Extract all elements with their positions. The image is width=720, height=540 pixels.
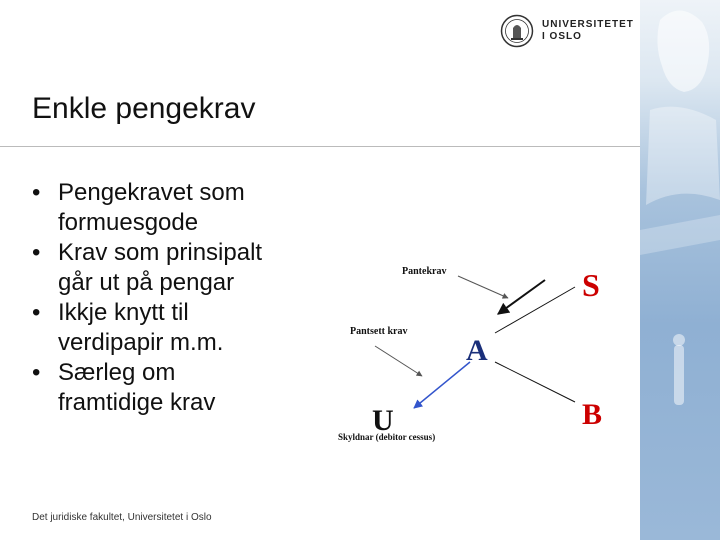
bullet-3-line-1: Ikkje knytt til bbox=[58, 299, 189, 326]
node-a: A bbox=[466, 334, 488, 367]
university-logo bbox=[500, 14, 634, 48]
university-seal-icon bbox=[500, 14, 534, 48]
bullet-1-line-2: formuesgode bbox=[58, 209, 199, 236]
bullet-2-line-2: går ut på pengar bbox=[58, 269, 235, 296]
bullet-4-line-2: framtidige krav bbox=[58, 389, 216, 416]
decorative-side-band bbox=[640, 0, 720, 540]
a-to-u-arrow bbox=[414, 362, 470, 408]
bullet-1-line-1: Pengekravet som bbox=[58, 179, 245, 206]
pantekrav-pointer-arrow bbox=[458, 276, 508, 298]
pantsett-pointer-arrow bbox=[375, 346, 422, 376]
logo-line-1: UNIVERSITETET bbox=[542, 19, 634, 30]
slide-title: Enkle pengekrav bbox=[32, 92, 256, 125]
bullet-2-line-1: Krav som prinsipalt bbox=[58, 239, 263, 266]
node-s: S bbox=[582, 267, 600, 303]
statue-decoration bbox=[640, 0, 720, 540]
bullet-item: • Pengekravet som formuesgode bbox=[32, 179, 245, 236]
label-skyldnar: Skyldnar (debitor cessus) bbox=[338, 432, 436, 442]
bullet-item: • Særleg om framtidige krav bbox=[32, 359, 216, 416]
bullet-4-line-1: Særleg om bbox=[58, 359, 176, 386]
bullet-item: • Krav som prinsipalt går ut på pengar bbox=[32, 239, 263, 296]
logo-line-2: I OSLO bbox=[542, 31, 582, 42]
bullet-list bbox=[30, 178, 330, 418]
title-divider bbox=[0, 146, 640, 147]
label-pantsett-krav: Pantsett krav bbox=[350, 326, 408, 337]
node-u: U bbox=[372, 404, 394, 437]
slide-footer: Det juridiske fakultet, Universitetet i Oslo bbox=[32, 512, 212, 523]
a-to-b-line bbox=[495, 362, 575, 402]
label-pantekrav: Pantekrav bbox=[402, 266, 447, 277]
pledge-diagram bbox=[330, 250, 630, 460]
bullet-3-line-2: verdipapir m.m. bbox=[58, 329, 224, 356]
bullet-item: • Ikkje knytt til verdipapir m.m. bbox=[32, 299, 224, 356]
a-to-s-line bbox=[495, 287, 575, 333]
node-b: B bbox=[582, 398, 603, 431]
